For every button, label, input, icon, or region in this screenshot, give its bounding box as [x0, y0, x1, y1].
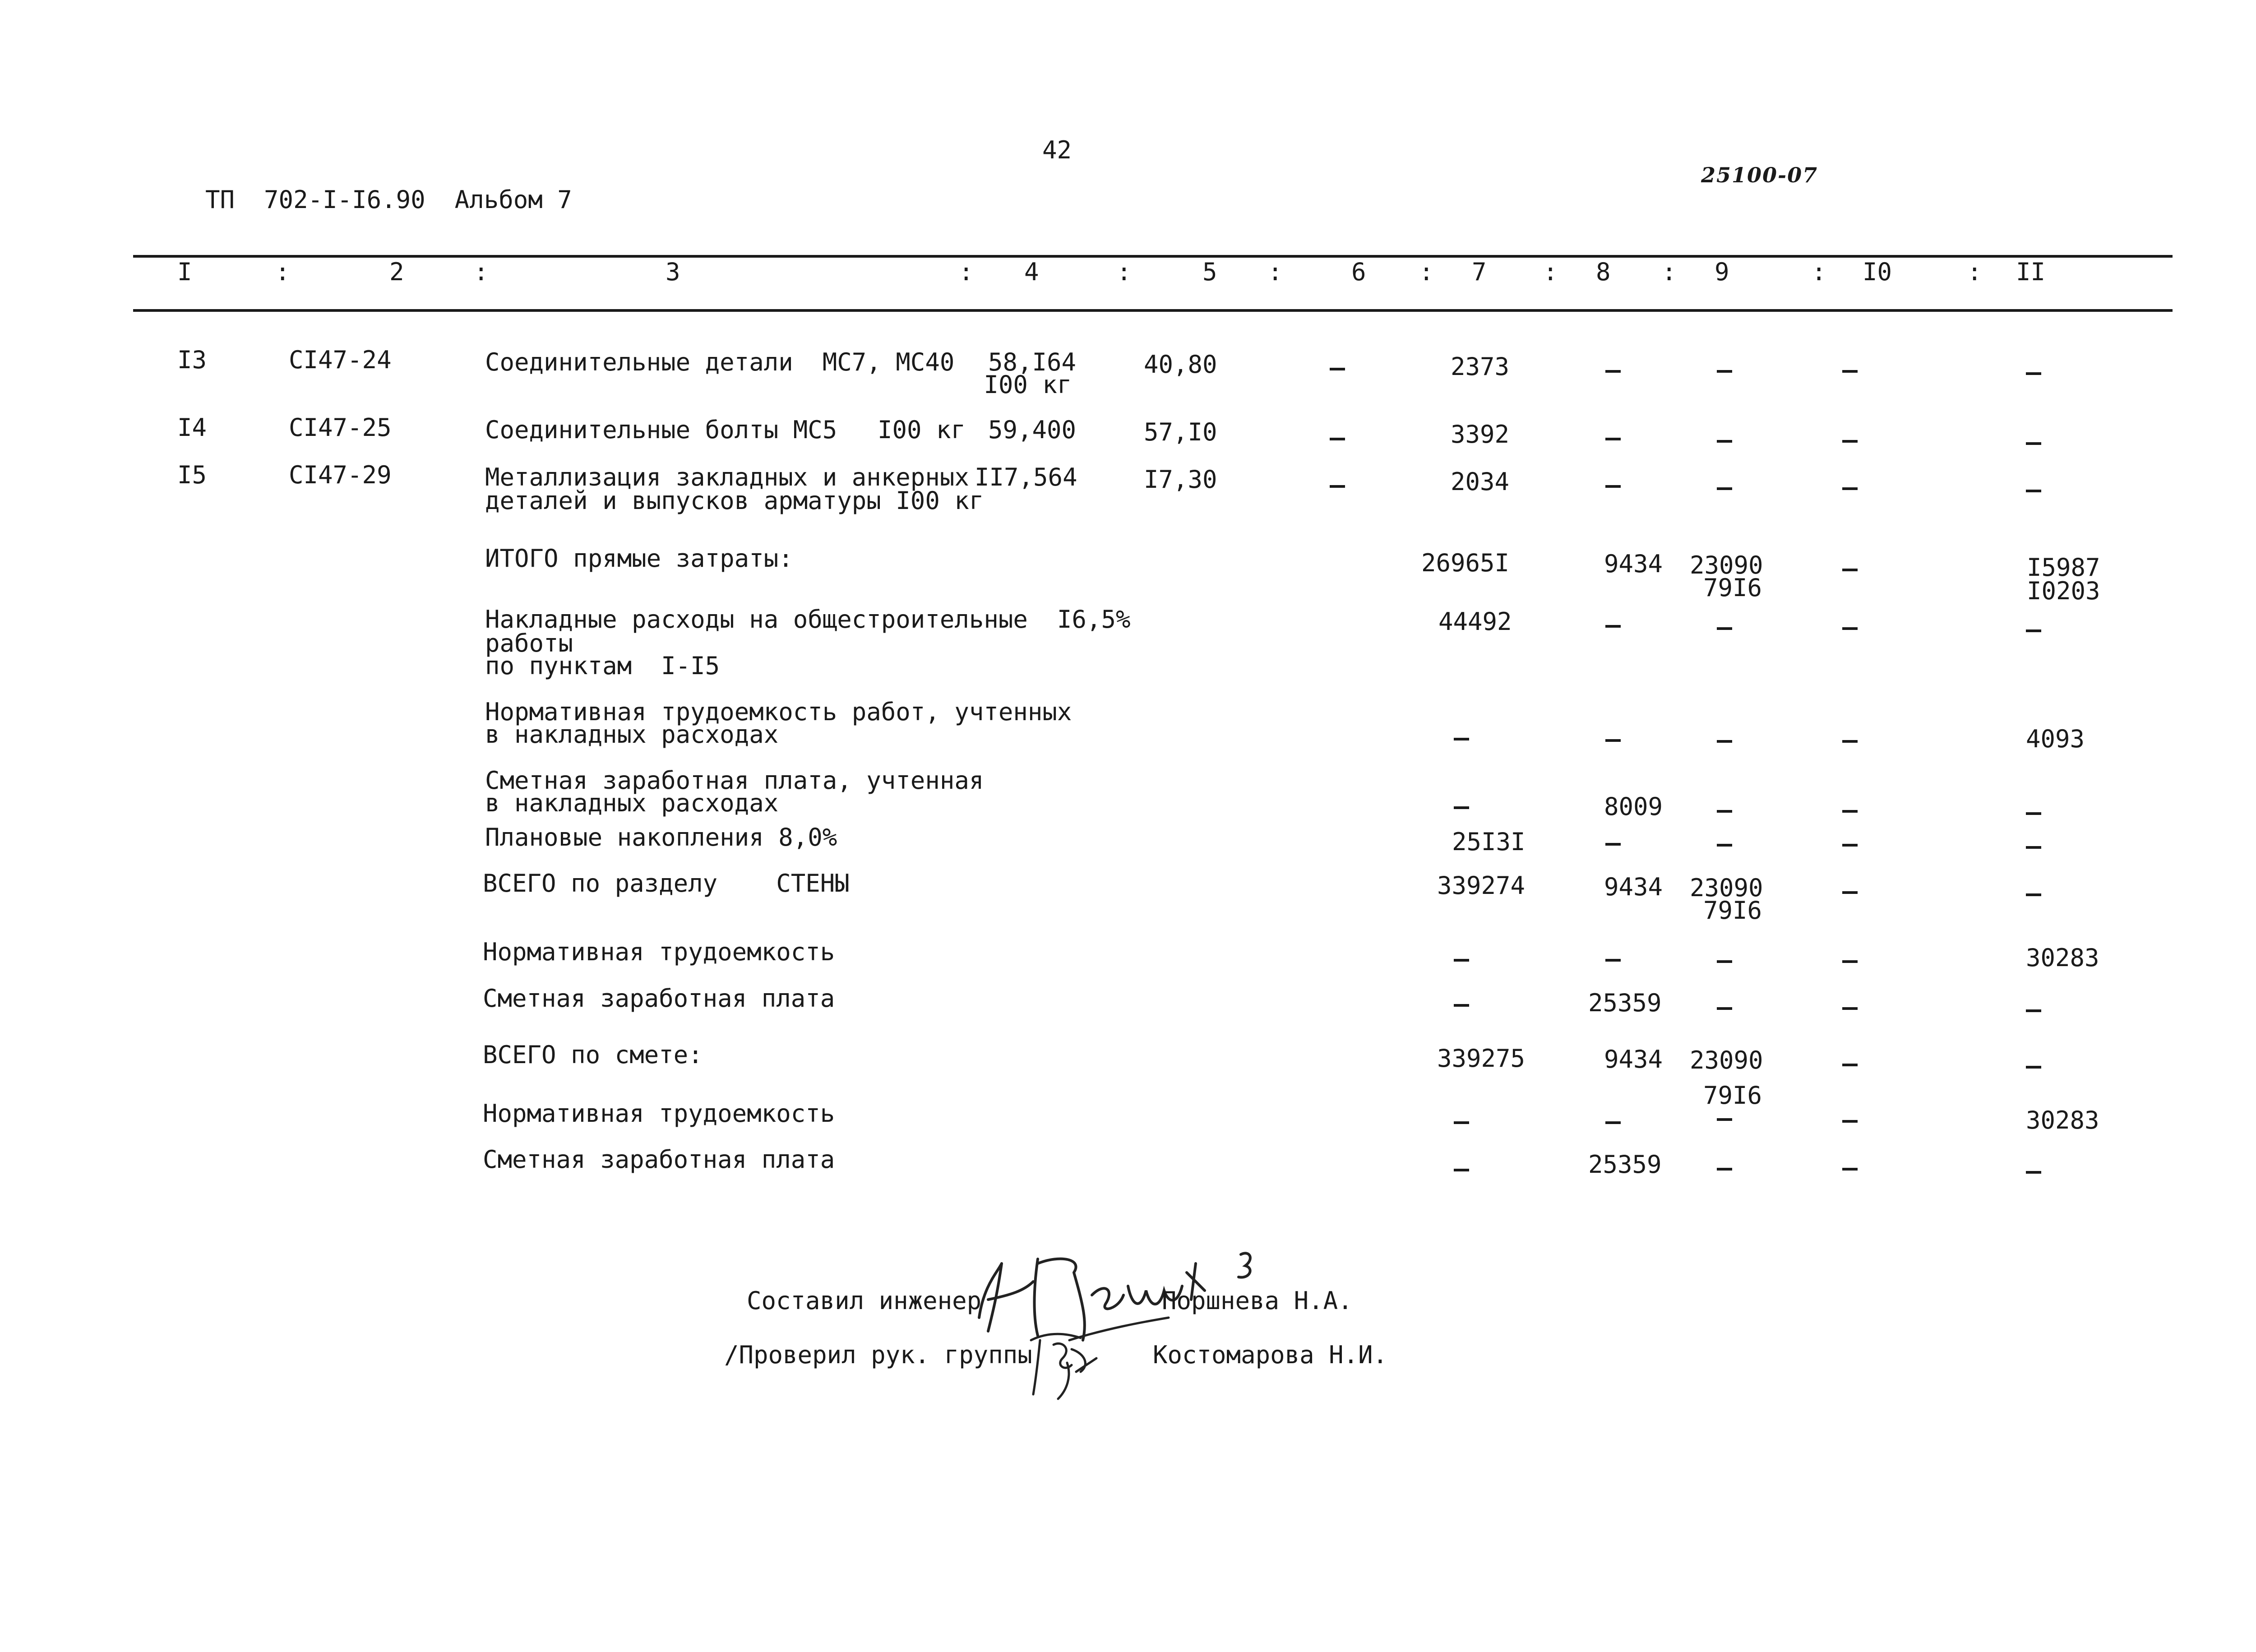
row-quantity: II7,564: [975, 463, 1077, 491]
summary-col8: 25359: [1588, 989, 1662, 1017]
row-dash: [1842, 1064, 1858, 1066]
summary-col8: 9434: [1604, 550, 1663, 578]
row-dash: [1605, 438, 1621, 440]
row-dash: [2026, 629, 2041, 632]
summary-col8: 8009: [1604, 792, 1663, 821]
row-dash: [1454, 1004, 1469, 1007]
summary-col11: 4093: [2026, 725, 2085, 753]
row-total: 2373: [1451, 352, 1510, 381]
summary-label: Плановые накопления 8,0%: [485, 823, 837, 851]
page-number: 42: [1042, 136, 1072, 164]
column-header-5: 5: [1202, 258, 1217, 286]
row-dash: [1605, 739, 1621, 742]
row-dash: [1717, 627, 1732, 630]
row-description-line: Соединительные болты МС5: [485, 416, 837, 444]
row-dash: [2026, 893, 2041, 896]
row-dash: [2026, 442, 2041, 445]
column-separator: :: [1543, 258, 1558, 286]
column-header-3: 3: [666, 258, 680, 286]
document-reference: ТП 702-I-I6.90 Альбом 7: [205, 185, 572, 214]
summary-label: Нормативная трудоемкость: [483, 1099, 835, 1128]
row-dash: [1330, 438, 1345, 440]
row-dash: [1842, 740, 1858, 743]
column-header-1: I: [177, 258, 192, 286]
row-description-line: деталей и выпусков арматуры I00 кг: [485, 486, 984, 515]
row-dash: [1454, 959, 1469, 962]
summary-col9: 23090: [1690, 1046, 1763, 1074]
column-separator: :: [1268, 258, 1283, 286]
summary-col8: 25359: [1588, 1150, 1662, 1179]
summary-label: Сметная заработная плата: [483, 984, 835, 1013]
column-separator: :: [1662, 258, 1677, 286]
summary-label: ВСЕГО по смете:: [483, 1041, 703, 1069]
row-dash: [1717, 1168, 1732, 1171]
column-header-6: 6: [1351, 258, 1366, 286]
row-dash: [1842, 960, 1858, 963]
row-dash: [1605, 625, 1621, 628]
row-dash: [1717, 487, 1732, 490]
row-dash: [1605, 959, 1621, 962]
summary-label: Нормативная трудоемкость: [483, 938, 835, 966]
row-dash: [1717, 740, 1732, 743]
summary-label: по пунктам I-I5: [485, 652, 720, 680]
row-code: CI47-25: [289, 413, 392, 442]
column-header-8: 8: [1596, 258, 1611, 286]
column-header-2: 2: [389, 258, 404, 286]
row-dash: [2026, 812, 2041, 815]
row-unit-price: I7,30: [1144, 465, 1217, 494]
row-dash: [1605, 843, 1621, 846]
row-dash: [1330, 368, 1345, 370]
summary-label: Сметная заработная плата, учтенная: [485, 766, 984, 795]
row-unit-price: 40,80: [1144, 350, 1217, 379]
checker-signature: [1022, 1322, 1103, 1403]
summary-col11: 30283: [2026, 1106, 2099, 1134]
summary-col9: 23090: [1690, 874, 1763, 902]
summary-col8: 9434: [1604, 873, 1663, 901]
summary-col9: 23090: [1690, 551, 1763, 579]
row-dash: [1717, 810, 1732, 813]
row-dash: [1717, 844, 1732, 847]
row-unit: I00 кг: [878, 416, 966, 444]
column-header-11: II: [2016, 258, 2046, 286]
compiler-name: Поршнева Н.А.: [1162, 1286, 1353, 1315]
summary-total: 339274: [1437, 871, 1526, 900]
row-dash: [1717, 440, 1732, 443]
row-total: 2034: [1451, 467, 1510, 496]
column-separator: :: [1419, 258, 1434, 286]
summary-total: 339275: [1437, 1044, 1526, 1073]
row-total: 3392: [1451, 420, 1510, 449]
summary-label: Нормативная трудоемкость работ, учтенных: [485, 698, 1072, 726]
row-dash: [1842, 844, 1858, 847]
compiled-by-label: Составил инженер: [747, 1286, 982, 1315]
row-description-line: I00 кг: [485, 370, 1072, 399]
summary-total: 25I3I: [1452, 828, 1526, 856]
column-header-4: 4: [1024, 258, 1039, 286]
row-number: I4: [177, 413, 207, 442]
row-dash: [1454, 806, 1469, 809]
header-bottom-rule: [133, 309, 2173, 312]
row-dash: [2026, 1171, 2041, 1174]
summary-label: ВСЕГО по разделу СТЕНЫ: [483, 869, 850, 898]
summary-col11: I5987: [2027, 553, 2100, 582]
row-dash: [1842, 569, 1858, 571]
row-dash: [1717, 1007, 1732, 1010]
row-dash: [1842, 627, 1858, 630]
row-dash: [1842, 370, 1858, 373]
row-quantity: 59,400: [988, 416, 1077, 444]
row-dash: [2026, 1066, 2041, 1069]
row-code: CI47-29: [289, 461, 392, 489]
summary-label: в накладных расходах: [485, 720, 779, 749]
summary-col9: 79I6: [1703, 896, 1762, 925]
summary-label: работы: [485, 629, 573, 657]
summary-col11: 30283: [2026, 944, 2099, 972]
row-dash: [1605, 1121, 1621, 1124]
row-dash: [1717, 370, 1732, 373]
row-dash: [1717, 960, 1732, 963]
column-separator: :: [1812, 258, 1826, 286]
row-dash: [1454, 738, 1469, 740]
row-unit-price: 57,I0: [1144, 418, 1217, 446]
row-dash: [1842, 1120, 1858, 1123]
row-dash: [1605, 485, 1621, 488]
row-dash: [1454, 1169, 1469, 1171]
row-dash: [1842, 1168, 1858, 1171]
row-dash: [1717, 1118, 1732, 1121]
column-header-7: 7: [1472, 258, 1487, 286]
row-dash: [2026, 372, 2041, 375]
summary-col11: I0203: [2027, 577, 2100, 605]
row-dash: [1842, 1007, 1858, 1010]
row-description-line: Соединительные детали МС7, МС40: [485, 348, 955, 376]
column-separator: :: [1117, 258, 1132, 286]
column-separator: :: [959, 258, 974, 286]
row-dash: [1330, 485, 1345, 488]
summary-label: ИТОГО прямые затраты:: [485, 544, 793, 573]
row-dash: [1842, 891, 1858, 894]
summary-col9: 79I6: [1703, 574, 1762, 602]
summary-total: 44492: [1438, 607, 1512, 636]
row-dash: [2026, 1009, 2041, 1012]
row-description-line: Металлизация закладных и анкерных: [485, 463, 969, 491]
summary-label: Накладные расходы на общестроительные I6,5%: [485, 605, 1131, 634]
column-separator: :: [275, 258, 290, 286]
summary-col9: 79I6: [1703, 1081, 1762, 1110]
row-dash: [2026, 490, 2041, 492]
column-header-9: 9: [1715, 258, 1729, 286]
summary-label: в накладных расходах: [485, 789, 779, 817]
document-code: 25100-07: [1701, 163, 1818, 187]
checker-name: Костомарова Н.И.: [1153, 1341, 1388, 1369]
checked-by-label: /Проверил рук. группы: [724, 1341, 1032, 1369]
summary-total: 26965I: [1421, 549, 1510, 577]
summary-col8: 9434: [1604, 1045, 1663, 1074]
row-code: CI47-24: [289, 346, 392, 374]
row-dash: [1842, 810, 1858, 813]
row-number: I3: [177, 346, 207, 374]
column-header-10: I0: [1863, 258, 1892, 286]
row-dash: [1454, 1121, 1469, 1124]
row-quantity: 58,I64: [988, 348, 1077, 376]
row-dash: [1605, 370, 1621, 373]
column-separator: :: [1967, 258, 1982, 286]
column-separator: :: [474, 258, 489, 286]
row-number: I5: [177, 461, 207, 489]
row-dash: [1842, 487, 1858, 490]
summary-label: Сметная заработная плата: [483, 1145, 835, 1174]
row-dash: [1842, 440, 1858, 443]
row-dash: [2026, 846, 2041, 849]
